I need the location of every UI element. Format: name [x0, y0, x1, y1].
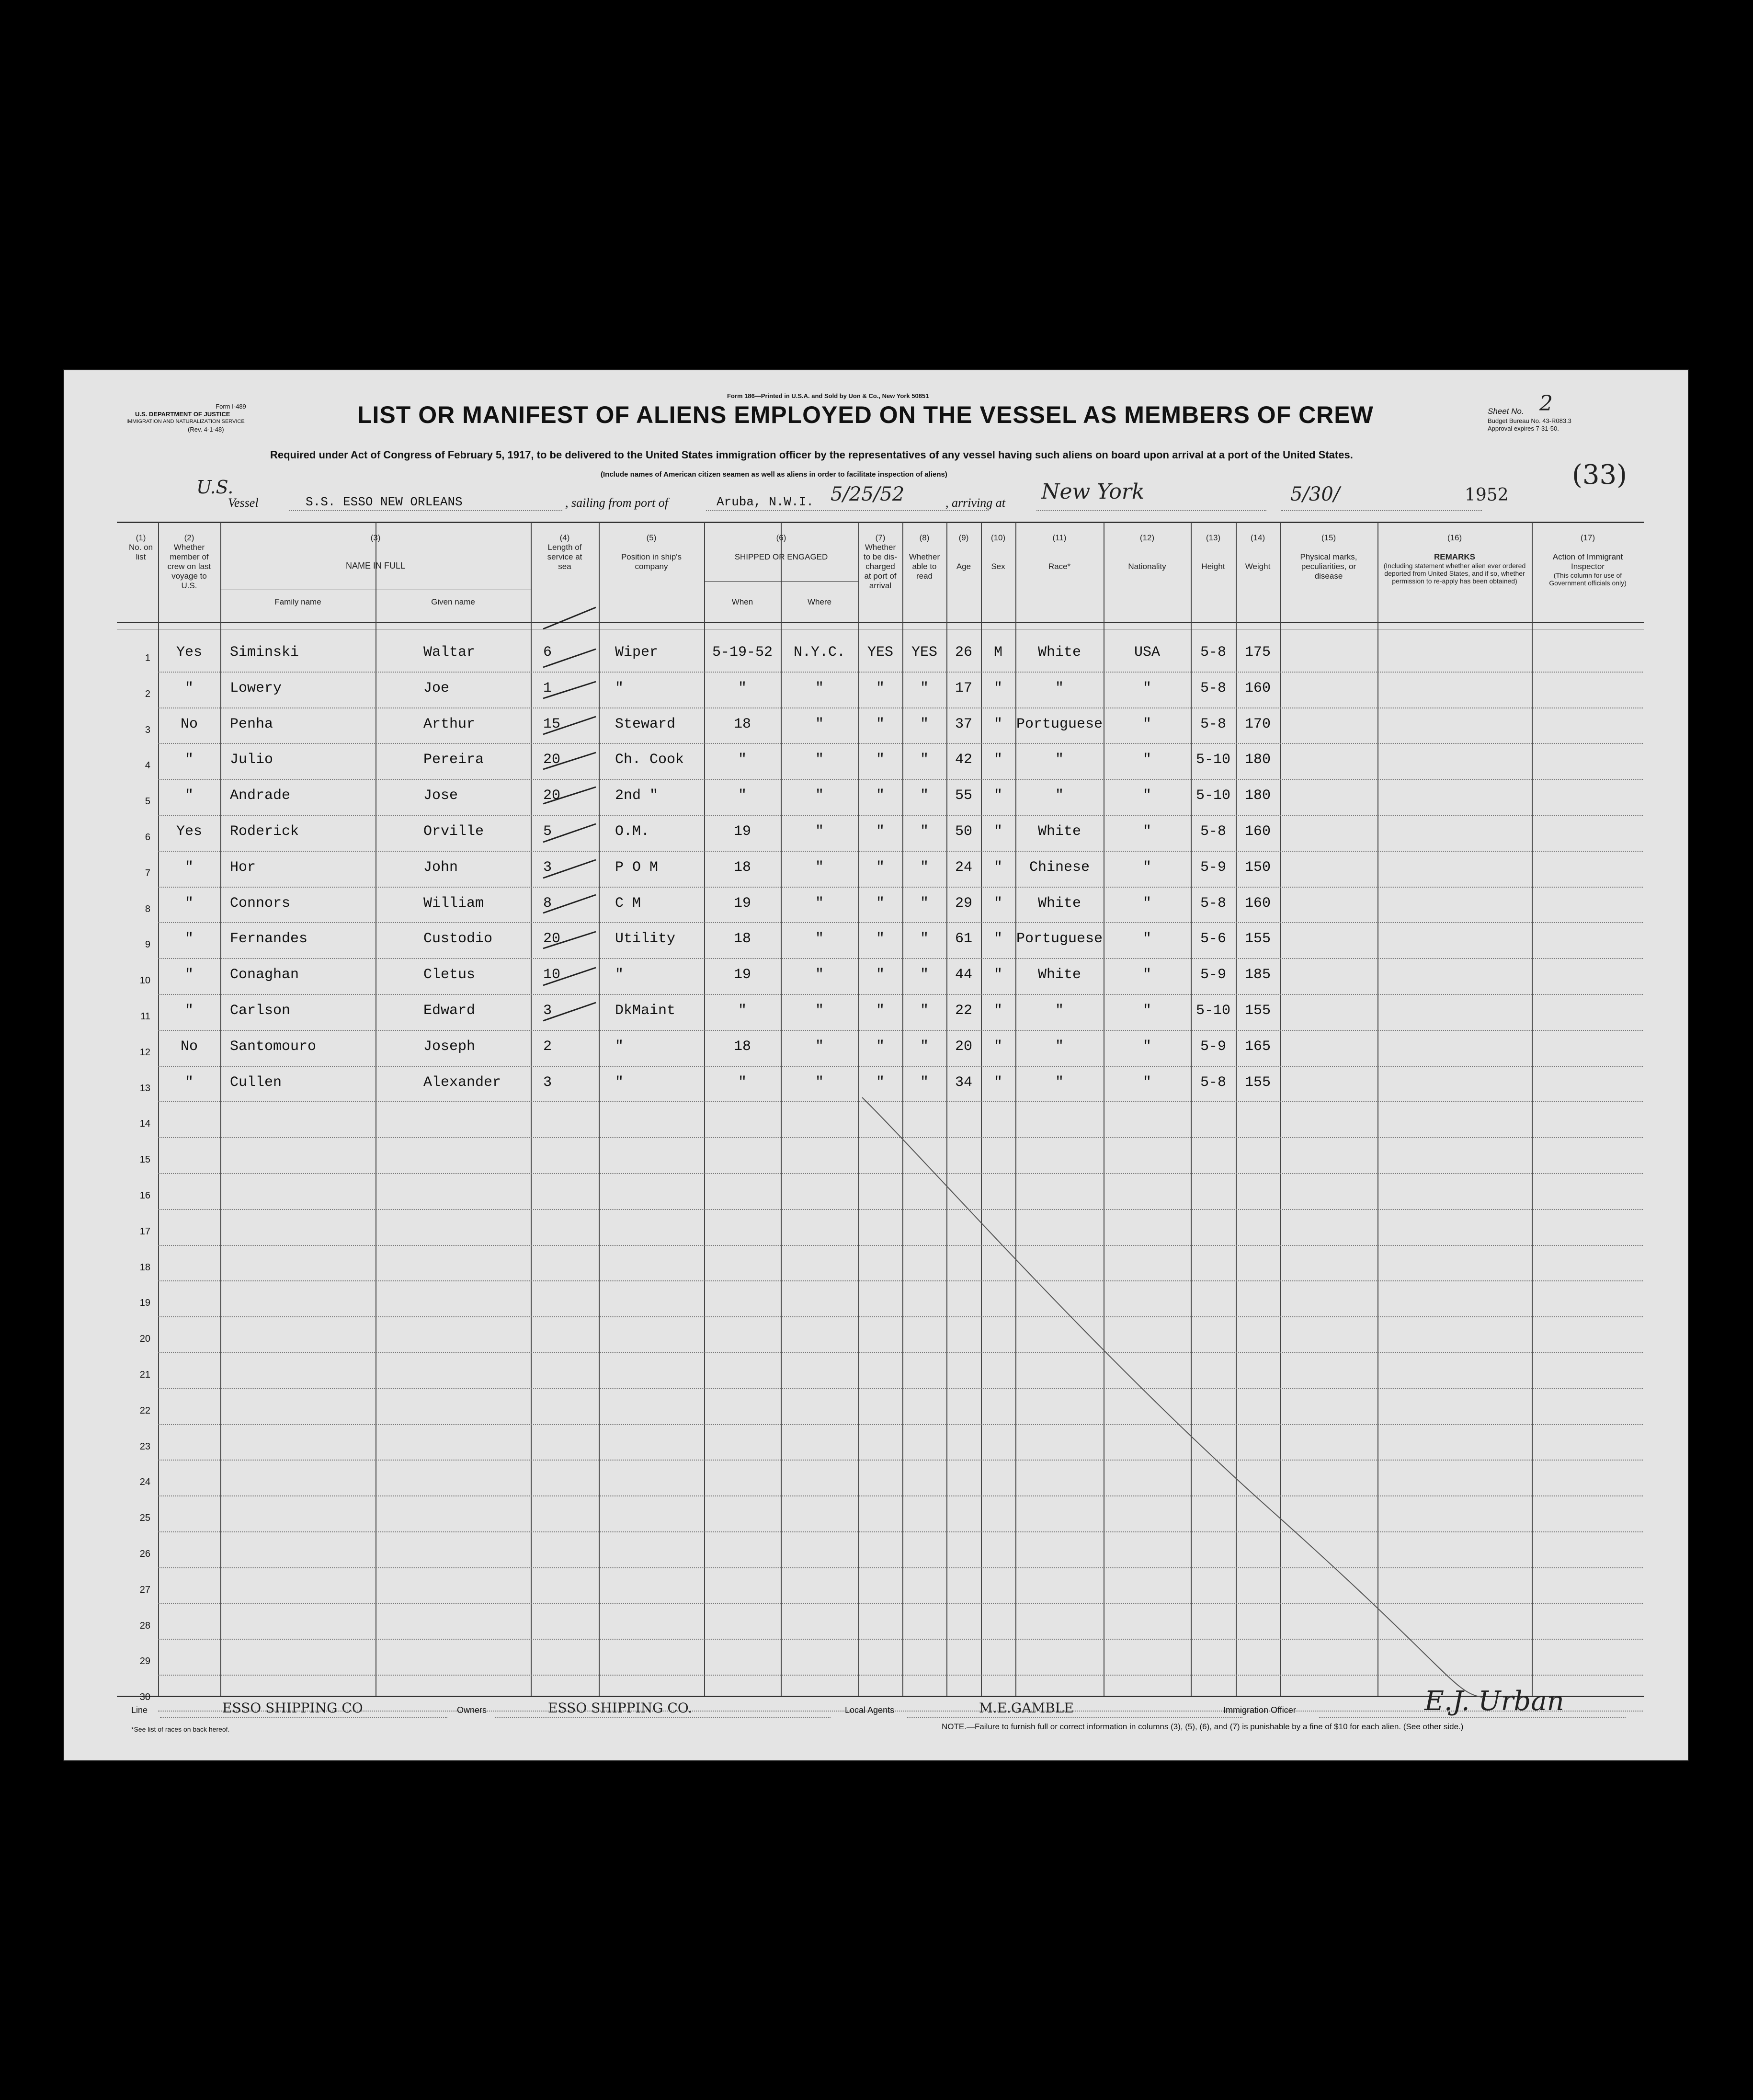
row-number: 23	[139, 1441, 150, 1452]
discharged-cell: "	[876, 788, 885, 804]
shipped-when-cell: 19	[733, 823, 751, 840]
shipped-when-cell: 18	[733, 1038, 751, 1055]
able-to-read-cell: "	[920, 823, 929, 840]
owners-label: Owners	[457, 1705, 487, 1715]
discharged-cell: "	[876, 967, 885, 983]
given-name-cell: Orville	[423, 823, 484, 840]
service-length-cell: 1	[543, 680, 552, 696]
age-cell: 34	[955, 1074, 972, 1091]
able-to-read-cell: "	[920, 859, 929, 876]
sailing-date: 5/25/52	[831, 483, 905, 505]
prev-voyage-cell: "	[184, 680, 194, 696]
position-cell: P O M	[615, 859, 659, 876]
weight-cell: 170	[1244, 716, 1271, 732]
arriving-label: , arriving at	[945, 496, 1005, 510]
able-to-read-cell: "	[920, 931, 929, 947]
age-cell: 50	[955, 823, 972, 840]
manifest-sheet: Form I-489 U.S. DEPARTMENT OF JUSTICE IMMIGRATION AND NATURALIZATION SERVICE (Rev. 4-1-48) Form 186—Printed in U.S.A. and Sold by Uon & Co., New York 50851 LIST OR MANIFEST OF ALIENS EMPLOYED ON THE VESSEL AS MEMBERS OF CREW Sheet No. 2 Budget Bureau No. 43-R083.3 Approval expires 7-31-50. Required under Act of Congress of February 5, 1917, to be delivered to the United States immigration officer by the representatives of any vessel having such aliens on board upon arrival at a port of the United States. (Include names of American citizen seamen as well as aliens in order to facilitate inspection of aliens) (33) U.S. Vessel S.S. ESSO NEW ORLEANS , sailing from port of Aruba, N.W.I. 5/25/52 , arriving at New York 5/30/ 1952 (1) No. on list (2) Whether member of crew on last voyage to U.S. (3) NAME IN FULL Family name Given name (4) Length of service at sea (5) Position in ship's company (6) SHIPPED OR ENGAGED When Where (7) Whether to be dis-charged at port of arrival (8) Whether able to read (9) Age (10) Sex (11) Race* (12) Nationality (13) Height (14) Weight (15) Physical marks, peculiarities, or disease (16) REMARKS (Including statement whether alien ever ordered deported from United States, and if so, whether permission to re-apply has been obtained) (17) Action of Immigrant Inspector (This column for use of Government officials only) 1 Yes Siminski Waltar 6 Wiper 5-19-52 N.Y.C. YES YES 26 M White USA 5-8 175 2 " Lowery Joe 1 " " " " " 17 " " " 5-8 160 3 No Penha Arthur 15 Steward 18 " " " 37 " Portuguese " 5-8 170 4 " Julio Pereira 20 Ch. Cook " " " " 42 " " " 5-10 180 5 " Andrade Jose 20 2nd " " " " " 55 " " " 5-10 180 6 Yes Roderick Orville 5 O.M. 19 " " " 50 " White " 5-8 160 7 " Hor John 3 P O M 18 " " " 24 " Chinese " 5-9 150 8 " Connors William 8 C M 19 " " " 29 " White " 5-8 160 9 " Fernandes Custodio 20 Utility 18 " " " 61 " Portuguese " 5-6 155 10 " Conaghan Cletus 10 " 19 " " " 44 " White " 5-9 185 11 " Carlson Edward 3 DkMaint " " " " 22 " " " 5-10 155 12 No Santomouro Joseph 2 " 18 " " " 20 " " " 5-9 165 13 " Cullen Alexander 3 " " " " " 34 " " " 5-8 155 14 15 16 17 18 19 20 21 22 23 24 25 26 27 28 29 30 Line ESSO SHIPPING CO Owners ESSO SHIPPING CO. Local Agents M.E.GAMBLE Immigration Officer E.J. Urban *See list of races on back hereof. NOTE.—Failure to furnish full or correct information in columns (3), (5), (6), and (7) is punishable by a fine of $10 for each alien. (See other side.)	[64, 370, 1688, 1760]
prev-voyage-cell: "	[184, 967, 194, 983]
form-number: Form I-489	[216, 403, 246, 410]
height-cell: 5-10	[1195, 752, 1230, 768]
given-name-cell: Edward	[423, 1003, 476, 1019]
row-number: 26	[139, 1549, 150, 1559]
prev-voyage-cell: "	[184, 931, 194, 947]
position-cell: O.M.	[615, 823, 650, 840]
approval-expiry: Approval expires 7-31-50.	[1488, 425, 1559, 432]
able-to-read-cell: "	[920, 716, 929, 732]
shipped-when-cell: "	[738, 752, 747, 768]
race-cell: Chinese	[1029, 859, 1090, 876]
able-to-read-cell: "	[920, 752, 929, 768]
able-to-read-cell: "	[920, 1074, 929, 1091]
prev-voyage-cell: "	[184, 859, 194, 876]
sex-cell: "	[993, 931, 1002, 947]
row-number: 14	[139, 1118, 150, 1130]
position-cell: Steward	[615, 716, 676, 732]
service-length-cell: 20	[543, 752, 561, 768]
line-value: ESSO SHIPPING CO	[222, 1700, 363, 1716]
sheet-label: Sheet No.	[1488, 407, 1524, 416]
discharged-cell: "	[876, 859, 885, 876]
sex-cell: "	[993, 967, 1002, 983]
family-name-cell: Julio	[230, 752, 273, 768]
service-length-cell: 6	[543, 644, 552, 661]
position-cell: Wiper	[615, 644, 659, 661]
family-name-cell: Roderick	[230, 823, 299, 840]
shipped-when-cell: 19	[733, 895, 751, 912]
shipped-when-cell: 19	[733, 967, 751, 983]
race-cell: White	[1037, 895, 1081, 912]
able-to-read-cell: "	[920, 895, 929, 912]
agents-label: Local Agents	[845, 1705, 895, 1715]
shipped-when-cell: "	[738, 1003, 747, 1019]
sex-cell: "	[993, 752, 1002, 768]
height-cell: 5-8	[1200, 895, 1226, 912]
row-number: 10	[139, 975, 150, 986]
include-note: (Include names of American citizen seamen as well as aliens in order to facilitate inspection of aliens)	[601, 470, 947, 479]
given-name-cell: Alexander	[423, 1074, 501, 1091]
height-cell: 5-8	[1200, 680, 1226, 696]
able-to-read-cell: "	[920, 1003, 929, 1019]
shipped-when-cell: 18	[733, 931, 751, 947]
position-cell: "	[615, 1074, 624, 1091]
family-name-cell: Hor	[230, 859, 256, 876]
race-cell: White	[1037, 967, 1081, 983]
prev-voyage-cell: "	[184, 752, 194, 768]
prev-voyage-cell: "	[184, 1003, 194, 1019]
agents-value: M.E.GAMBLE	[979, 1700, 1074, 1716]
family-name-cell: Conaghan	[230, 967, 299, 983]
age-cell: 22	[955, 1003, 972, 1019]
nationality-cell: "	[1142, 967, 1151, 983]
weight-cell: 155	[1244, 1074, 1271, 1091]
row-number: 2	[145, 688, 150, 699]
discharged-cell: "	[876, 752, 885, 768]
discharged-cell: "	[876, 1074, 885, 1091]
weight-cell: 160	[1244, 823, 1271, 840]
shipped-when-cell: 18	[733, 859, 751, 876]
sex-cell: "	[993, 859, 1002, 876]
sex-cell: M	[993, 644, 1002, 661]
race-note: *See list of races on back hereof.	[131, 1725, 230, 1733]
discharged-cell: "	[876, 680, 885, 696]
pen-annotations	[64, 370, 1688, 1760]
discharged-cell: "	[876, 1038, 885, 1055]
weight-cell: 175	[1244, 644, 1271, 661]
nationality-cell: "	[1142, 859, 1151, 876]
sailing-label: , sailing from port of	[565, 496, 669, 510]
race-cell: "	[1055, 1038, 1064, 1055]
shipped-when-cell: "	[738, 1074, 747, 1091]
service-length-cell: 3	[543, 1003, 552, 1019]
weight-cell: 160	[1244, 680, 1271, 696]
race-cell: "	[1055, 1003, 1064, 1019]
given-name-cell: Joseph	[423, 1038, 476, 1055]
sex-cell: "	[993, 1038, 1002, 1055]
height-cell: 5-8	[1200, 716, 1226, 732]
row-number: 17	[139, 1226, 150, 1237]
shipped-where-cell: "	[815, 680, 824, 696]
nationality-cell: "	[1142, 1038, 1151, 1055]
prev-voyage-cell: Yes	[176, 644, 202, 661]
age-cell: 26	[955, 644, 972, 661]
service-length-cell: 3	[543, 859, 552, 876]
family-name-cell: Connors	[230, 895, 291, 912]
race-cell: Portuguese	[1016, 716, 1103, 732]
sailing-port: Aruba, N.W.I.	[717, 495, 814, 509]
height-cell: 5-9	[1200, 1038, 1226, 1055]
row-number: 11	[140, 1011, 150, 1022]
family-name-cell: Lowery	[230, 680, 282, 696]
us-mark: U.S.	[196, 477, 234, 498]
weight-cell: 180	[1244, 788, 1271, 804]
discharged-cell: YES	[867, 644, 893, 661]
year: 1952	[1465, 485, 1509, 505]
nationality-cell: "	[1142, 788, 1151, 804]
row-number: 5	[145, 796, 150, 807]
vessel-label: Vessel	[228, 496, 259, 510]
shipped-where-cell: "	[815, 752, 824, 768]
shipped-where-cell: "	[815, 1003, 824, 1019]
age-cell: 29	[955, 895, 972, 912]
able-to-read-cell: YES	[911, 644, 937, 661]
weight-cell: 155	[1244, 931, 1271, 947]
age-cell: 42	[955, 752, 972, 768]
row-number: 30	[139, 1692, 150, 1703]
given-name-cell: William	[423, 895, 484, 912]
discharged-cell: "	[876, 895, 885, 912]
nationality-cell: "	[1142, 895, 1151, 912]
name-in-full-label: NAME IN FULL	[345, 561, 406, 571]
service-length-cell: 10	[543, 967, 561, 983]
service-length-cell: 15	[543, 716, 561, 732]
service-length-cell: 3	[543, 1074, 552, 1091]
sex-cell: "	[993, 716, 1002, 732]
age-cell: 24	[955, 859, 972, 876]
row-number: 13	[139, 1083, 150, 1094]
nationality-cell: "	[1142, 752, 1151, 768]
shipped-where-cell: "	[815, 859, 824, 876]
row-number: 12	[139, 1047, 150, 1058]
line-label: Line	[131, 1705, 148, 1715]
sex-cell: "	[993, 1074, 1002, 1091]
race-cell: Portuguese	[1016, 931, 1103, 947]
able-to-read-cell: "	[920, 788, 929, 804]
service-length-cell: 5	[543, 823, 552, 840]
shipped-where-cell: "	[815, 823, 824, 840]
position-cell: Utility	[615, 931, 676, 947]
sheet-number: 2	[1539, 391, 1553, 416]
given-name-cell: Jose	[423, 788, 458, 804]
able-to-read-cell: "	[920, 1038, 929, 1055]
prev-voyage-cell: Yes	[176, 823, 202, 840]
shipped-where-cell: "	[815, 716, 824, 732]
row-number: 8	[145, 903, 150, 914]
able-to-read-cell: "	[920, 967, 929, 983]
row-number: 3	[145, 724, 150, 735]
nationality-cell: "	[1142, 931, 1151, 947]
height-cell: 5-9	[1200, 967, 1226, 983]
height-cell: 5-10	[1195, 1003, 1230, 1019]
given-name-cell: Joe	[423, 680, 450, 696]
height-cell: 5-6	[1200, 931, 1226, 947]
printer-line: Form 186—Printed in U.S.A. and Sold by Uon & Co., New York 50851	[727, 392, 929, 399]
race-cell: "	[1055, 752, 1064, 768]
budget-number: Budget Bureau No. 43-R083.3	[1488, 417, 1571, 424]
position-cell: C M	[615, 895, 641, 912]
family-name-cell: Santomouro	[230, 1038, 317, 1055]
service-length-cell: 8	[543, 895, 552, 912]
age-cell: 17	[955, 680, 972, 696]
given-name-cell: Cletus	[423, 967, 476, 983]
family-name-cell: Penha	[230, 716, 273, 732]
row-number: 27	[139, 1584, 150, 1595]
weight-cell: 185	[1244, 967, 1271, 983]
shipped-where-cell: "	[815, 1038, 824, 1055]
row-number: 18	[139, 1262, 150, 1273]
shipped-where-cell: "	[815, 1074, 824, 1091]
age-cell: 44	[955, 967, 972, 983]
row-number: 7	[145, 867, 150, 879]
height-cell: 5-10	[1195, 788, 1230, 804]
weight-cell: 180	[1244, 752, 1271, 768]
nationality-cell: USA	[1134, 644, 1160, 661]
row-number: 9	[145, 939, 150, 950]
row-number: 19	[139, 1298, 150, 1309]
height-cell: 5-8	[1200, 644, 1226, 661]
row-number: 20	[139, 1334, 150, 1345]
form-title: LIST OR MANIFEST OF ALIENS EMPLOYED ON THE VESSEL AS MEMBERS OF CREW	[357, 401, 1374, 428]
given-name-cell: Arthur	[423, 716, 476, 732]
weight-cell: 150	[1244, 859, 1271, 876]
nationality-cell: "	[1142, 716, 1151, 732]
prev-voyage-cell: "	[184, 895, 194, 912]
row-number: 4	[145, 760, 150, 771]
row-number: 22	[139, 1405, 150, 1416]
sex-cell: "	[993, 1003, 1002, 1019]
prev-voyage-cell: "	[184, 1074, 194, 1091]
service: IMMIGRATION AND NATURALIZATION SERVICE	[126, 419, 245, 424]
owners-value: ESSO SHIPPING CO.	[548, 1700, 692, 1716]
row-number: 6	[145, 832, 150, 843]
shipped-when-cell: 5-19-52	[712, 644, 773, 661]
discharged-cell: "	[876, 823, 885, 840]
given-name-cell: Waltar	[423, 644, 476, 661]
prev-voyage-cell: "	[184, 788, 194, 804]
shipped-where-cell: N.Y.C.	[793, 644, 846, 661]
race-cell: "	[1055, 1074, 1064, 1091]
weight-cell: 155	[1244, 1003, 1271, 1019]
height-cell: 5-8	[1200, 823, 1226, 840]
sex-cell: "	[993, 680, 1002, 696]
shipped-when-cell: "	[738, 680, 747, 696]
age-cell: 20	[955, 1038, 972, 1055]
family-name-cell: Cullen	[230, 1074, 282, 1091]
position-cell: DkMaint	[615, 1003, 676, 1019]
race-cell: White	[1037, 823, 1081, 840]
height-cell: 5-8	[1200, 1074, 1226, 1091]
shipped-where-cell: "	[815, 788, 824, 804]
age-cell: 55	[955, 788, 972, 804]
weight-cell: 165	[1244, 1038, 1271, 1055]
age-cell: 61	[955, 931, 972, 947]
sex-cell: "	[993, 823, 1002, 840]
given-name-cell: John	[423, 859, 458, 876]
nationality-cell: "	[1142, 680, 1151, 696]
service-length-cell: 2	[543, 1038, 552, 1055]
requirement-text: Required under Act of Congress of February 5, 1917, to be delivered to the United States immigration officer by the representatives of any vessel having such aliens on board upon arrival at a port of the United States.	[270, 449, 1353, 461]
family-name-cell: Fernandes	[230, 931, 308, 947]
department: U.S. DEPARTMENT OF JUSTICE	[135, 411, 230, 418]
shipped-where-cell: "	[815, 931, 824, 947]
service-length-cell: 20	[543, 788, 561, 804]
race-cell: "	[1055, 788, 1064, 804]
position-cell: 2nd "	[615, 788, 659, 804]
height-cell: 5-9	[1200, 859, 1226, 876]
row-number: 28	[139, 1620, 150, 1631]
arriving-port: New York	[1041, 479, 1145, 504]
given-name-cell: Custodio	[423, 931, 493, 947]
able-to-read-cell: "	[920, 680, 929, 696]
arriving-date: 5/30/	[1290, 483, 1340, 505]
revision: (Rev. 4-1-48)	[188, 426, 224, 433]
prev-voyage-cell: No	[180, 716, 198, 732]
vessel-name: S.S. ESSO NEW ORLEANS	[306, 495, 463, 509]
officer-signature: E.J. Urban	[1424, 1686, 1564, 1717]
shipped-where-cell: "	[815, 967, 824, 983]
shipped-when-cell: 18	[733, 716, 751, 732]
shipped-when-cell: "	[738, 788, 747, 804]
discharged-cell: "	[876, 931, 885, 947]
row-number: 21	[139, 1370, 150, 1380]
family-name-cell: Siminski	[230, 644, 299, 661]
officer-label: Immigration Officer	[1223, 1705, 1296, 1715]
given-name-cell: Pereira	[423, 752, 484, 768]
position-cell: "	[615, 967, 624, 983]
shipped-where-cell: "	[815, 895, 824, 912]
position-cell: "	[615, 680, 624, 696]
row-number: 24	[139, 1477, 150, 1488]
row-number: 15	[139, 1154, 150, 1165]
position-cell: Ch. Cook	[615, 752, 684, 768]
nationality-cell: "	[1142, 1003, 1151, 1019]
row-number: 1	[145, 653, 150, 663]
sex-cell: "	[993, 788, 1002, 804]
service-length-cell: 20	[543, 931, 561, 947]
prev-voyage-cell: No	[180, 1038, 198, 1055]
penalty-note: NOTE.—Failure to furnish full or correct information in columns (3), (5), (6), and (7) is punishable by a fine of $10 for each alien. (See other side.)	[942, 1722, 1464, 1731]
nationality-cell: "	[1142, 823, 1151, 840]
position-cell: "	[615, 1038, 624, 1055]
family-name-cell: Andrade	[230, 788, 291, 804]
discharged-cell: "	[876, 1003, 885, 1019]
age-cell: 37	[955, 716, 972, 732]
race-cell: White	[1037, 644, 1081, 661]
row-number: 29	[139, 1656, 150, 1667]
race-cell: "	[1055, 680, 1064, 696]
row-number: 16	[139, 1190, 150, 1201]
sex-cell: "	[993, 895, 1002, 912]
row-number: 25	[139, 1513, 150, 1524]
weight-cell: 160	[1244, 895, 1271, 912]
discharged-cell: "	[876, 716, 885, 732]
corner-mark: (33)	[1572, 459, 1627, 491]
family-name-cell: Carlson	[230, 1003, 291, 1019]
nationality-cell: "	[1142, 1074, 1151, 1091]
